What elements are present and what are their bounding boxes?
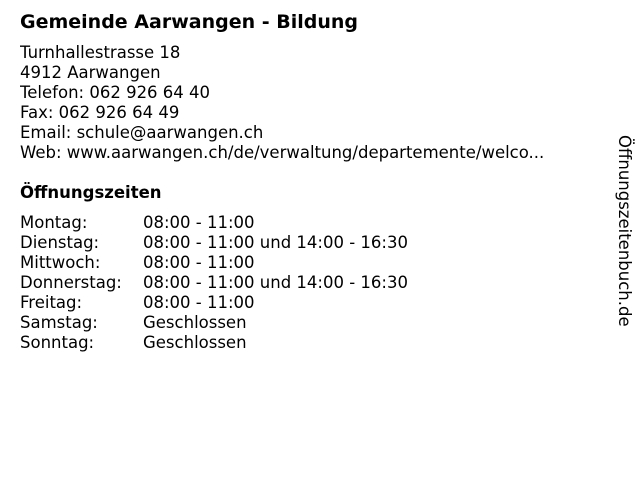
hours-row-tuesday	[20, 233, 408, 253]
hours-value: Geschlossen	[143, 333, 247, 352]
email-address: Email: schule@aarwangen.ch	[20, 123, 264, 142]
hours-row-saturday	[20, 313, 408, 333]
hours-day-label: Montag:	[20, 213, 88, 232]
hours-value: 08:00 - 11:00	[143, 293, 255, 312]
hours-day-label: Mittwoch:	[20, 253, 101, 272]
hours-row-wednesday	[20, 253, 408, 273]
opening-hours-table	[20, 213, 408, 353]
hours-value: 08:00 - 11:00 und 14:00 - 16:30	[143, 233, 408, 252]
hours-value: 08:00 - 11:00	[143, 213, 255, 232]
hours-day-label: Donnerstag:	[20, 273, 122, 292]
hours-value: 08:00 - 11:00	[143, 253, 255, 272]
hours-value: 08:00 - 11:00 und 14:00 - 16:30	[143, 273, 408, 292]
page-title: Gemeinde Aarwangen - Bildung	[20, 11, 358, 33]
hours-day-label: Freitag:	[20, 293, 83, 312]
hours-row-thursday	[20, 273, 408, 293]
phone-number: Telefon: 062 926 64 40	[20, 83, 211, 102]
hours-row-sunday	[20, 333, 408, 353]
hours-row-monday	[20, 213, 408, 233]
fax-number: Fax: 062 926 64 49	[20, 103, 180, 122]
opening-hours-heading: Öffnungszeiten	[20, 183, 162, 202]
hours-day-label: Sonntag:	[20, 333, 95, 352]
street-address: Turnhallestrasse 18	[20, 43, 181, 62]
contact-block	[20, 43, 590, 163]
hours-day-label: Samstag:	[20, 313, 98, 332]
hours-row-friday	[20, 293, 408, 313]
website-url: Web: www.aarwangen.ch/de/verwaltung/departemente/welco...	[20, 143, 545, 162]
hours-value: Geschlossen	[143, 313, 247, 332]
hours-day-label: Dienstag:	[20, 233, 100, 252]
city-address: 4912 Aarwangen	[20, 63, 161, 82]
site-brand-watermark: Öffnungszeitenbuch.de	[615, 135, 634, 327]
